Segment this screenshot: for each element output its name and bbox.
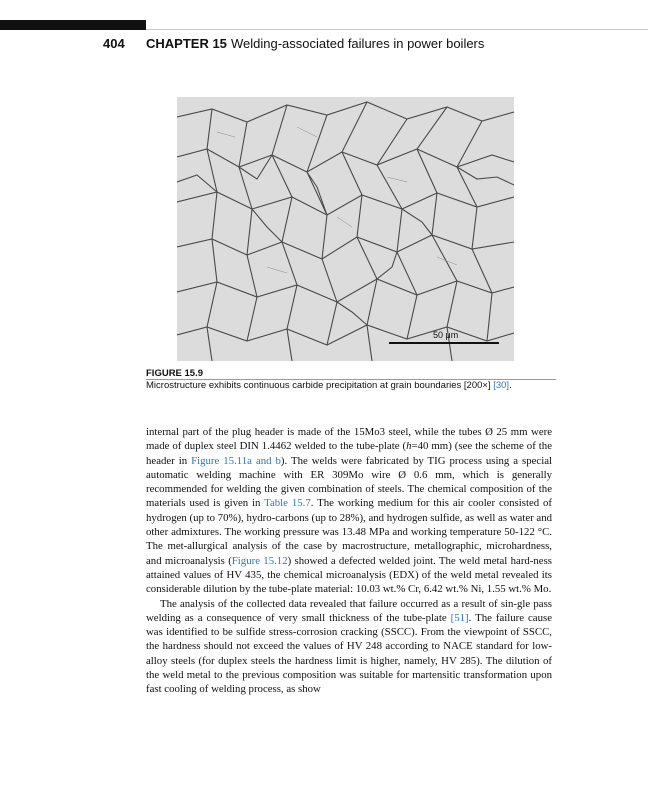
citation-link[interactable]: [51] xyxy=(450,611,469,624)
chapter-label: CHAPTER 15 xyxy=(146,36,227,51)
figure-label: FIGURE 15.9 xyxy=(146,368,204,379)
text-run: . The failure cause was identified to be sulfide stress-corrosion cracking (SSCC). From the viewpoint of SSCC, the hardness should not exceed the values of HV 248 according to NACE standard for low-alloy steels (for duplex steels the hardness limit is higher, namely, HV 285). The dilution of the weld metal to the previous composition was suitable for martensitic transformation upon fast cooling of welding process, as show xyxy=(146,611,552,696)
figure-link[interactable]: Figure 15.12 xyxy=(231,554,288,567)
scale-bar-label: 50 μm xyxy=(433,330,459,340)
citation-link[interactable]: [30] xyxy=(493,380,510,391)
table-link[interactable]: Table 15.7 xyxy=(264,497,311,510)
grain-structure xyxy=(177,97,514,361)
text-run: =40 mm) (see the scheme of the header in xyxy=(146,440,552,467)
page-number: 404 xyxy=(103,36,125,51)
running-head xyxy=(0,36,648,56)
caption-text: Microstructure exhibits continuous carbide precipitation at grain boundaries [200×] xyxy=(146,380,494,391)
header-bar xyxy=(0,20,146,30)
body-text xyxy=(146,425,552,697)
figure-caption xyxy=(146,380,566,391)
text-run: The analysis of the collected data revealed that failure occurred as a result of sin-gle pass welding as a consequence of very small thickness of the tube-plate xyxy=(146,597,552,624)
header-rule xyxy=(146,29,648,30)
paragraph-1 xyxy=(146,425,552,597)
text-run: ) showed a defected welded joint. The weld metal hard-ness attained values of HV 435, the chemical microanalysis (EDX) of the weld metal revealed its considerable dilution by the tube-plate material: 10.03 wt.% Cr, 6.42 wt.% Ni, 1.55 wt.% Mo. xyxy=(146,554,552,596)
text-run: . The working medium for this air cooler consisted of hydrogen (up to 70%), hydro-carbons (up to 28%), and hydrogen sulfide, as well as water and other admixtures. The working pressure was 13.48 MPa and working temperature 50-122 °C. The met-allurgical analysis of the case by macrostructure, metallographic, microhardness, and microanalysis ( xyxy=(146,497,553,567)
caption-end: . xyxy=(509,380,512,391)
paragraph-2 xyxy=(146,597,552,697)
figure-link[interactable]: Figure 15.11a and b xyxy=(191,454,281,467)
micrograph-image xyxy=(177,97,514,361)
variable-h: h xyxy=(406,440,412,453)
text-run: internal part of the plug header is made of the 15Mo3 steel, while the tubes Ø 25 mm were made of duplex steel DIN 1.4462 welded to the tube-plate ( xyxy=(146,426,552,453)
chapter-title: Welding-associated failures in power boilers xyxy=(231,36,485,51)
text-run: ). The welds were fabricated by TIG process using a special automatic welding machine with ER 309Mo wire Ø 0.6 mm, which is generally recommended for welding the given combination of steels. The chemical composition of the materials used is given in xyxy=(146,454,552,510)
